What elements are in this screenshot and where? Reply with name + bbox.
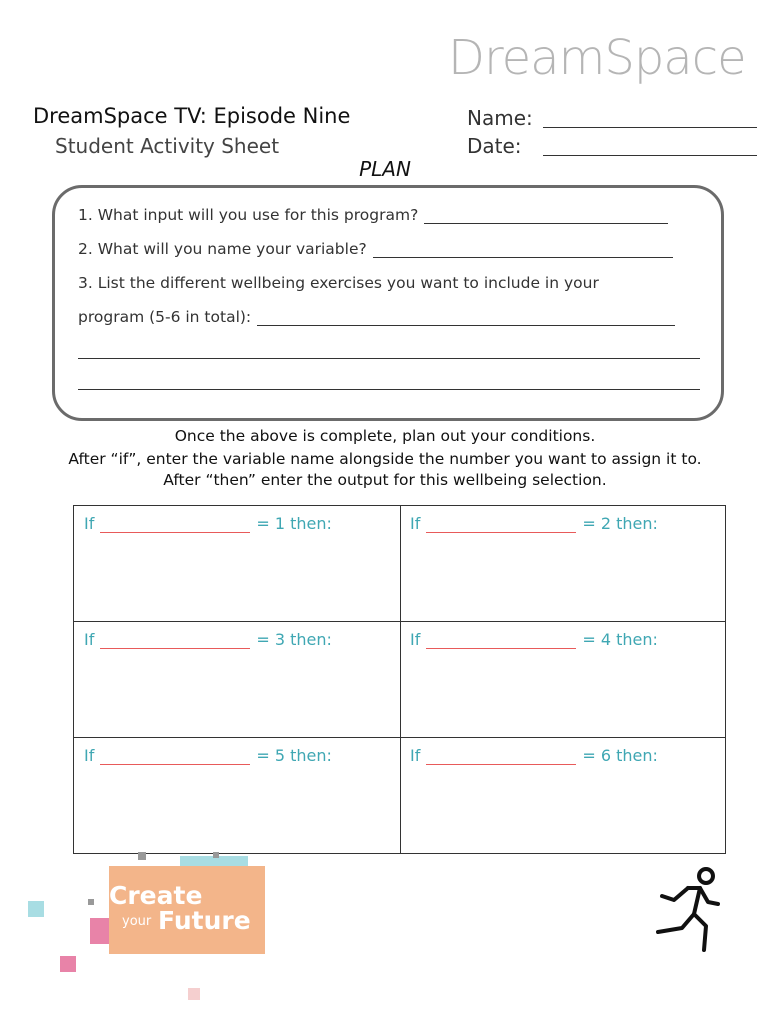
question-3-cont: program (5-6 in total):: [78, 308, 675, 326]
question-1-answer-line[interactable]: [424, 209, 668, 224]
decor-square: [138, 852, 146, 860]
decor-square: [60, 956, 76, 972]
question-3-answer-line[interactable]: [257, 311, 675, 326]
question-3: 3. List the different wellbeing exercises you want to include in your: [78, 274, 599, 292]
dreamspace-logo: DreamSpace: [448, 30, 746, 86]
instruction-1: Once the above is complete, plan out your conditions.: [174, 427, 596, 445]
plan-heading: PLAN: [359, 157, 411, 181]
condition-cell-5[interactable]: If = 5 then:: [84, 746, 332, 765]
date-field[interactable]: [543, 155, 757, 156]
question-2-answer-line[interactable]: [373, 243, 673, 258]
answer-line-extra-1[interactable]: [78, 358, 700, 359]
condition-cell-3[interactable]: If = 3 then:: [84, 630, 332, 649]
decor-square: [88, 899, 94, 905]
condition-cell-4[interactable]: If = 4 then:: [410, 630, 658, 649]
page-subtitle: Student Activity Sheet: [55, 134, 280, 158]
page-title: DreamSpace TV: Episode Nine: [33, 104, 351, 128]
condition-cell-6[interactable]: If = 6 then:: [410, 746, 658, 765]
badge-create-text: Create: [109, 881, 203, 910]
name-label: Name:: [467, 106, 533, 130]
grid-divider: [74, 737, 725, 738]
answer-line-extra-2[interactable]: [78, 389, 700, 390]
question-1: 1. What input will you use for this program?: [78, 206, 668, 224]
badge-your-text: your: [122, 914, 152, 929]
decor-square: [28, 901, 44, 917]
instruction-2: After “if”, enter the variable name alongside the number you want to assign it to.: [68, 450, 702, 468]
grid-divider: [400, 506, 401, 853]
conditions-grid: [73, 505, 726, 854]
name-field[interactable]: [543, 127, 757, 128]
decor-square: [213, 852, 219, 858]
condition-cell-2[interactable]: If = 2 then:: [410, 514, 658, 533]
instruction-3: After “then” enter the output for this wellbeing selection.: [163, 471, 607, 489]
date-label: Date:: [467, 134, 522, 158]
grid-divider: [74, 621, 725, 622]
running-person-icon: [648, 864, 724, 956]
condition-cell-1[interactable]: If = 1 then:: [84, 514, 332, 533]
question-2: 2. What will you name your variable?: [78, 240, 673, 258]
badge-future-text: Future: [158, 906, 251, 935]
decor-square: [188, 988, 200, 1000]
